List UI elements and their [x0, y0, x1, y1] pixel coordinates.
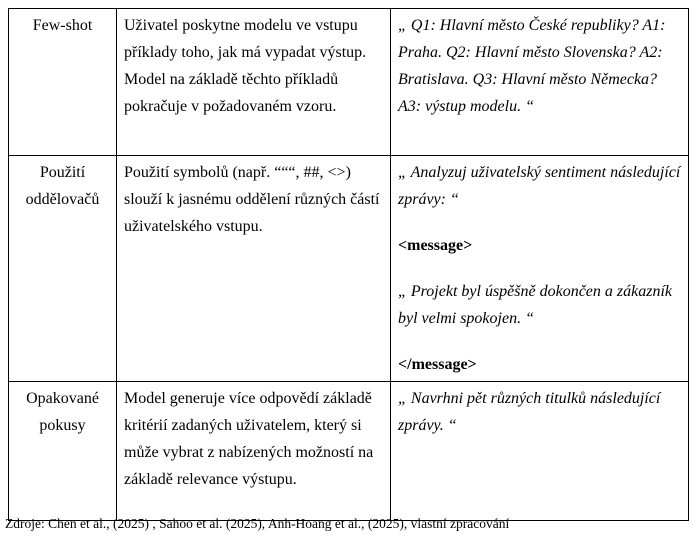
- example-cell: [391, 156, 689, 382]
- technique-label: Použití oddělovačů: [25, 164, 100, 208]
- prompt-techniques-table: [8, 8, 689, 521]
- description-cell: [117, 9, 391, 156]
- example-quote: „ Projekt byl úspěšně dokončen a zákazník byl velmi spokojen. “: [398, 283, 673, 327]
- technique-cell: [9, 156, 117, 382]
- description-cell: [117, 382, 391, 521]
- example-cell: [391, 9, 689, 156]
- description-text: Model generuje více odpovědí základě kritérií zadaných uživatelem, který si může vybrat z nabízených možností na základě relevance výstupu.: [124, 390, 374, 488]
- message-close-tag: </message>: [398, 356, 477, 373]
- technique-cell: [9, 9, 117, 156]
- description-text: Uživatel poskytne modelu ve vstupu příklady toho, jak má vypadat výstup. Model na základě těchto příkladů pokračuje v požadovaném vzoru.: [124, 17, 367, 115]
- table-row-repeated-attempts: [9, 382, 689, 521]
- description-text: Použití symbolů (např. “““, ##, <>) slouží k jasnému oddělení různých částí uživatelského vstupu.: [124, 164, 380, 235]
- technique-label: Opakované pokusy: [26, 390, 99, 434]
- example-quote: „ Navrhni pět různých titulků následující zprávy. “: [398, 390, 661, 434]
- message-open-tag: <message>: [398, 237, 473, 254]
- example-quote: „ Analyzuj uživatelský sentiment následující zprávy: “: [398, 164, 681, 208]
- table-row-few-shot: [9, 9, 689, 156]
- source-note: Zdroje: Chen et al., (2025) , Sahoo et al. (2025), Anh-Hoang et al., (2025), vlastní zpracování: [5, 516, 510, 531]
- description-cell: [117, 156, 391, 382]
- example-cell: [391, 382, 689, 521]
- example-quote: „ Q1: Hlavní město České republiky? A1: Praha. Q2: Hlavní město Slovenska? A2: Bratislava. Q3: Hlavní město Německa? A3: výstup modelu. “: [398, 17, 666, 115]
- technique-label: Few-shot: [32, 17, 93, 34]
- table-row-delimiters: [9, 156, 689, 382]
- technique-cell: [9, 382, 117, 521]
